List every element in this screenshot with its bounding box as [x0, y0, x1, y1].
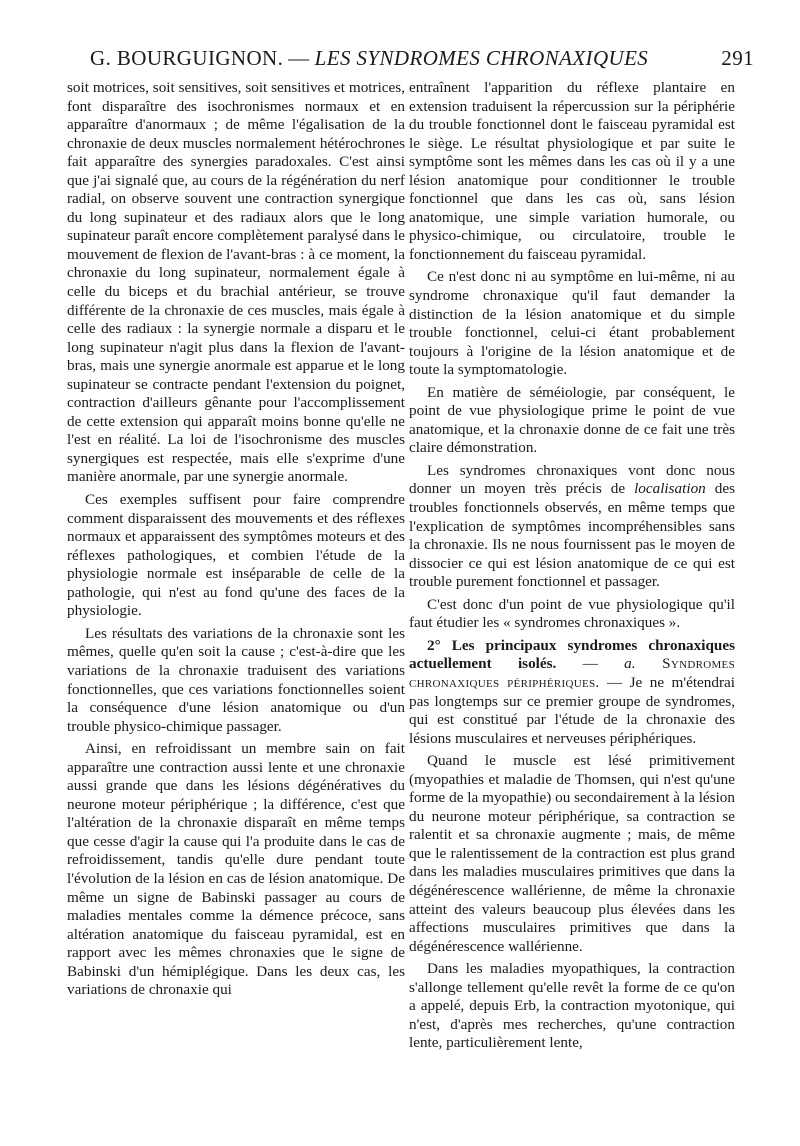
left-paragraph-1: soit motrices, soit sensitives, soit sensitives et motrices, font disparaître des isochronismes normaux et en apparaître d'anormaux ; de même l'égalisation de la chronaxie de deux muscles normalement hétérochrones fait apparaître des synergies paradoxales. C'est ainsi que j'ai signalé que, au cours de la régénération du nerf radial, on observe souvent une contraction synergique du long supinateur et des radiaux alors que le long supinateur paraît encore complètement paralysé dans le mouvement de flexion de l'avant-bras : à ce moment, la chronaxie du long supinateur, normalement égale à celle du biceps et du brachial antérieur, se trouve différente de la chronaxie de ces muscles, mais égale à celle des radiaux : la synergie normale a disparu et le long supinateur n'agit plus dans la flexion de l'avant-bras, mais une synergie anormale est apparue et le long supinateur se contracte pendant l'extension du poignet, contraction d'ailleurs gênante pour l'accomplissement de cette extension qui apparaît moins bonne qu'elle ne l'est en réalité. La loi de l'isochronisme des muscles synergiques est respectée, mais elle s'exprime d'une manière anormale, par une synergie anormale. [67, 79, 405, 486]
right-paragraph-8: Dans les maladies myopathiques, la contraction s'allonge tellement qu'elle revêt la forme de ce qu'on a appelé, depuis Erb, la contraction myotonique, qui n'est, d'après mes recherches, qu'une contraction lente, particulièrement lente, [409, 960, 735, 1052]
right-column [409, 79, 735, 1053]
subsection-title: Syndromes chronaxiques périphériques. [409, 655, 735, 691]
right-paragraph-4-text-a: Les syndromes chronaxiques vont donc nous donner un moyen très précis de [409, 461, 735, 498]
subsection-letter: a. [624, 655, 636, 673]
right-paragraph-4-emphasis: localisation [634, 480, 706, 498]
page-number: 291 [721, 46, 754, 70]
right-paragraph-3: En matière de séméiologie, par conséquent, le point de vue physiologique prime le point de vue anatomique, et la chronaxie donne de ce fait une très claire démonstration. [409, 383, 735, 457]
right-paragraph-1: entraînent l'apparition du réflexe plantaire en extension traduisent la répercussion sur la périphérie du trouble fonctionnel dont le faisceau pyramidal est le siège. Le résultat physiologique et par suite le symptôme sont les mêmes dans les cas où il y a une lésion anatomique pour conditionner le trouble fonctionnel que dans les cas où, sans lésion anatomique, une simple variation humorale, ou physico-chimique, ou circulatoire, trouble le fonctionnement du faisceau pyramidal. [409, 79, 735, 263]
left-column [67, 79, 405, 1000]
section-heading: 2° Les principaux syndromes chronaxiques actuellement isolés. [409, 636, 735, 673]
section-heading-dash: — [556, 655, 625, 673]
header-separator: — [288, 46, 310, 70]
right-paragraph-7: Quand le muscle est lésé primitivement (myopathies et maladie de Thomsen, qui n'est qu'une forme de la myopathie) ou secondairement à la lésion du neurone moteur périphérique, sa contraction se ralentit et sa chronaxie augmente ; mais, de même que le ralentissement de la contraction est plus grand dans les maladies musculaires primitives que dans la dégénérescence wallérienne, de même la chronaxie atteint des valeurs beaucoup plus élevées dans les affections musculaires primitives que dans la dégénérescence wallérienne. [409, 752, 735, 955]
header-title: LES SYNDROMES CHRONAXIQUES [314, 46, 649, 70]
right-paragraph-5: C'est donc d'un point de vue physiologique qu'il faut étudier les « syndromes chronaxiques ». [409, 595, 735, 632]
left-paragraph-4: Ainsi, en refroidissant un membre sain on fait apparaître une contraction aussi lente et une chronaxie aussi grande que dans les lésions dégénératives du neurone moteur périphérique ; la différence, c'est que l'altération de la chronaxie disparaît en même temps que cesse d'agir la cause qui l'a produite dans le cas de refroidissement, tandis qu'elle dure pendant toute l'évolution de la lésion en cas de lésion anatomique. De même un signe de Babinski passager au cours de maladies mentales comme la démence précoce, sans altération anatomique du faisceau pyramidal, est en rapport avec les mêmes chronaxies que le signe de Babinski d'un hémiplégique. Dans les deux cas, les variations de chronaxie qui [67, 740, 405, 999]
right-paragraph-4 [409, 462, 735, 592]
right-paragraph-2: Ce n'est donc ni au symptôme en lui-même, ni au syndrome chronaxique qu'il faut demander la distinction de la lésion anatomique et du simple trouble fonctionnel, celui-ci étant probablement toujours à l'origine de la lésion anatomique et de toute la symptomatologie. [409, 268, 735, 379]
section-paragraph-text: — Je ne m'étendrai pas longtemps sur ce premier groupe de syndromes, qui est constitué par l'étude de la chronaxie des lésions musculaires et nerveuses périphériques. [409, 673, 735, 747]
left-paragraph-2: Ces exemples suffisent pour faire comprendre comment disparaissent des mouvements et des réflexes normaux et apparaissent des symptômes moteurs et des réflexes pathologiques, et combien l'étude de la physiologie normale est inséparable de celle de la pathologie, qui n'est au fond qu'une des faces de la physiologie. [67, 491, 405, 620]
header-author: G. BOURGUIGNON. [90, 46, 284, 70]
running-header [90, 46, 754, 76]
section-heading-paragraph [409, 637, 735, 748]
right-paragraph-4-text-b: des troubles fonctionnels observés, en même temps que l'explication de symptômes incompréhensibles sans la chronaxie. Ils ne nous fournissent pas le moyen de dissocier ce qui est lésion anatomique de ce qui est trouble purement fonctionnel et passager. [409, 480, 735, 591]
left-paragraph-3: Les résultats des variations de la chronaxie sont les mêmes, quelle qu'en soit la cause ; c'est-à-dire que les variations de la chronaxie traduisent des variations fonctionnelles, que ces variations fonctionnelles soient la conséquence d'une lésion anatomique ou d'un trouble physico-chimique passager. [67, 624, 405, 735]
